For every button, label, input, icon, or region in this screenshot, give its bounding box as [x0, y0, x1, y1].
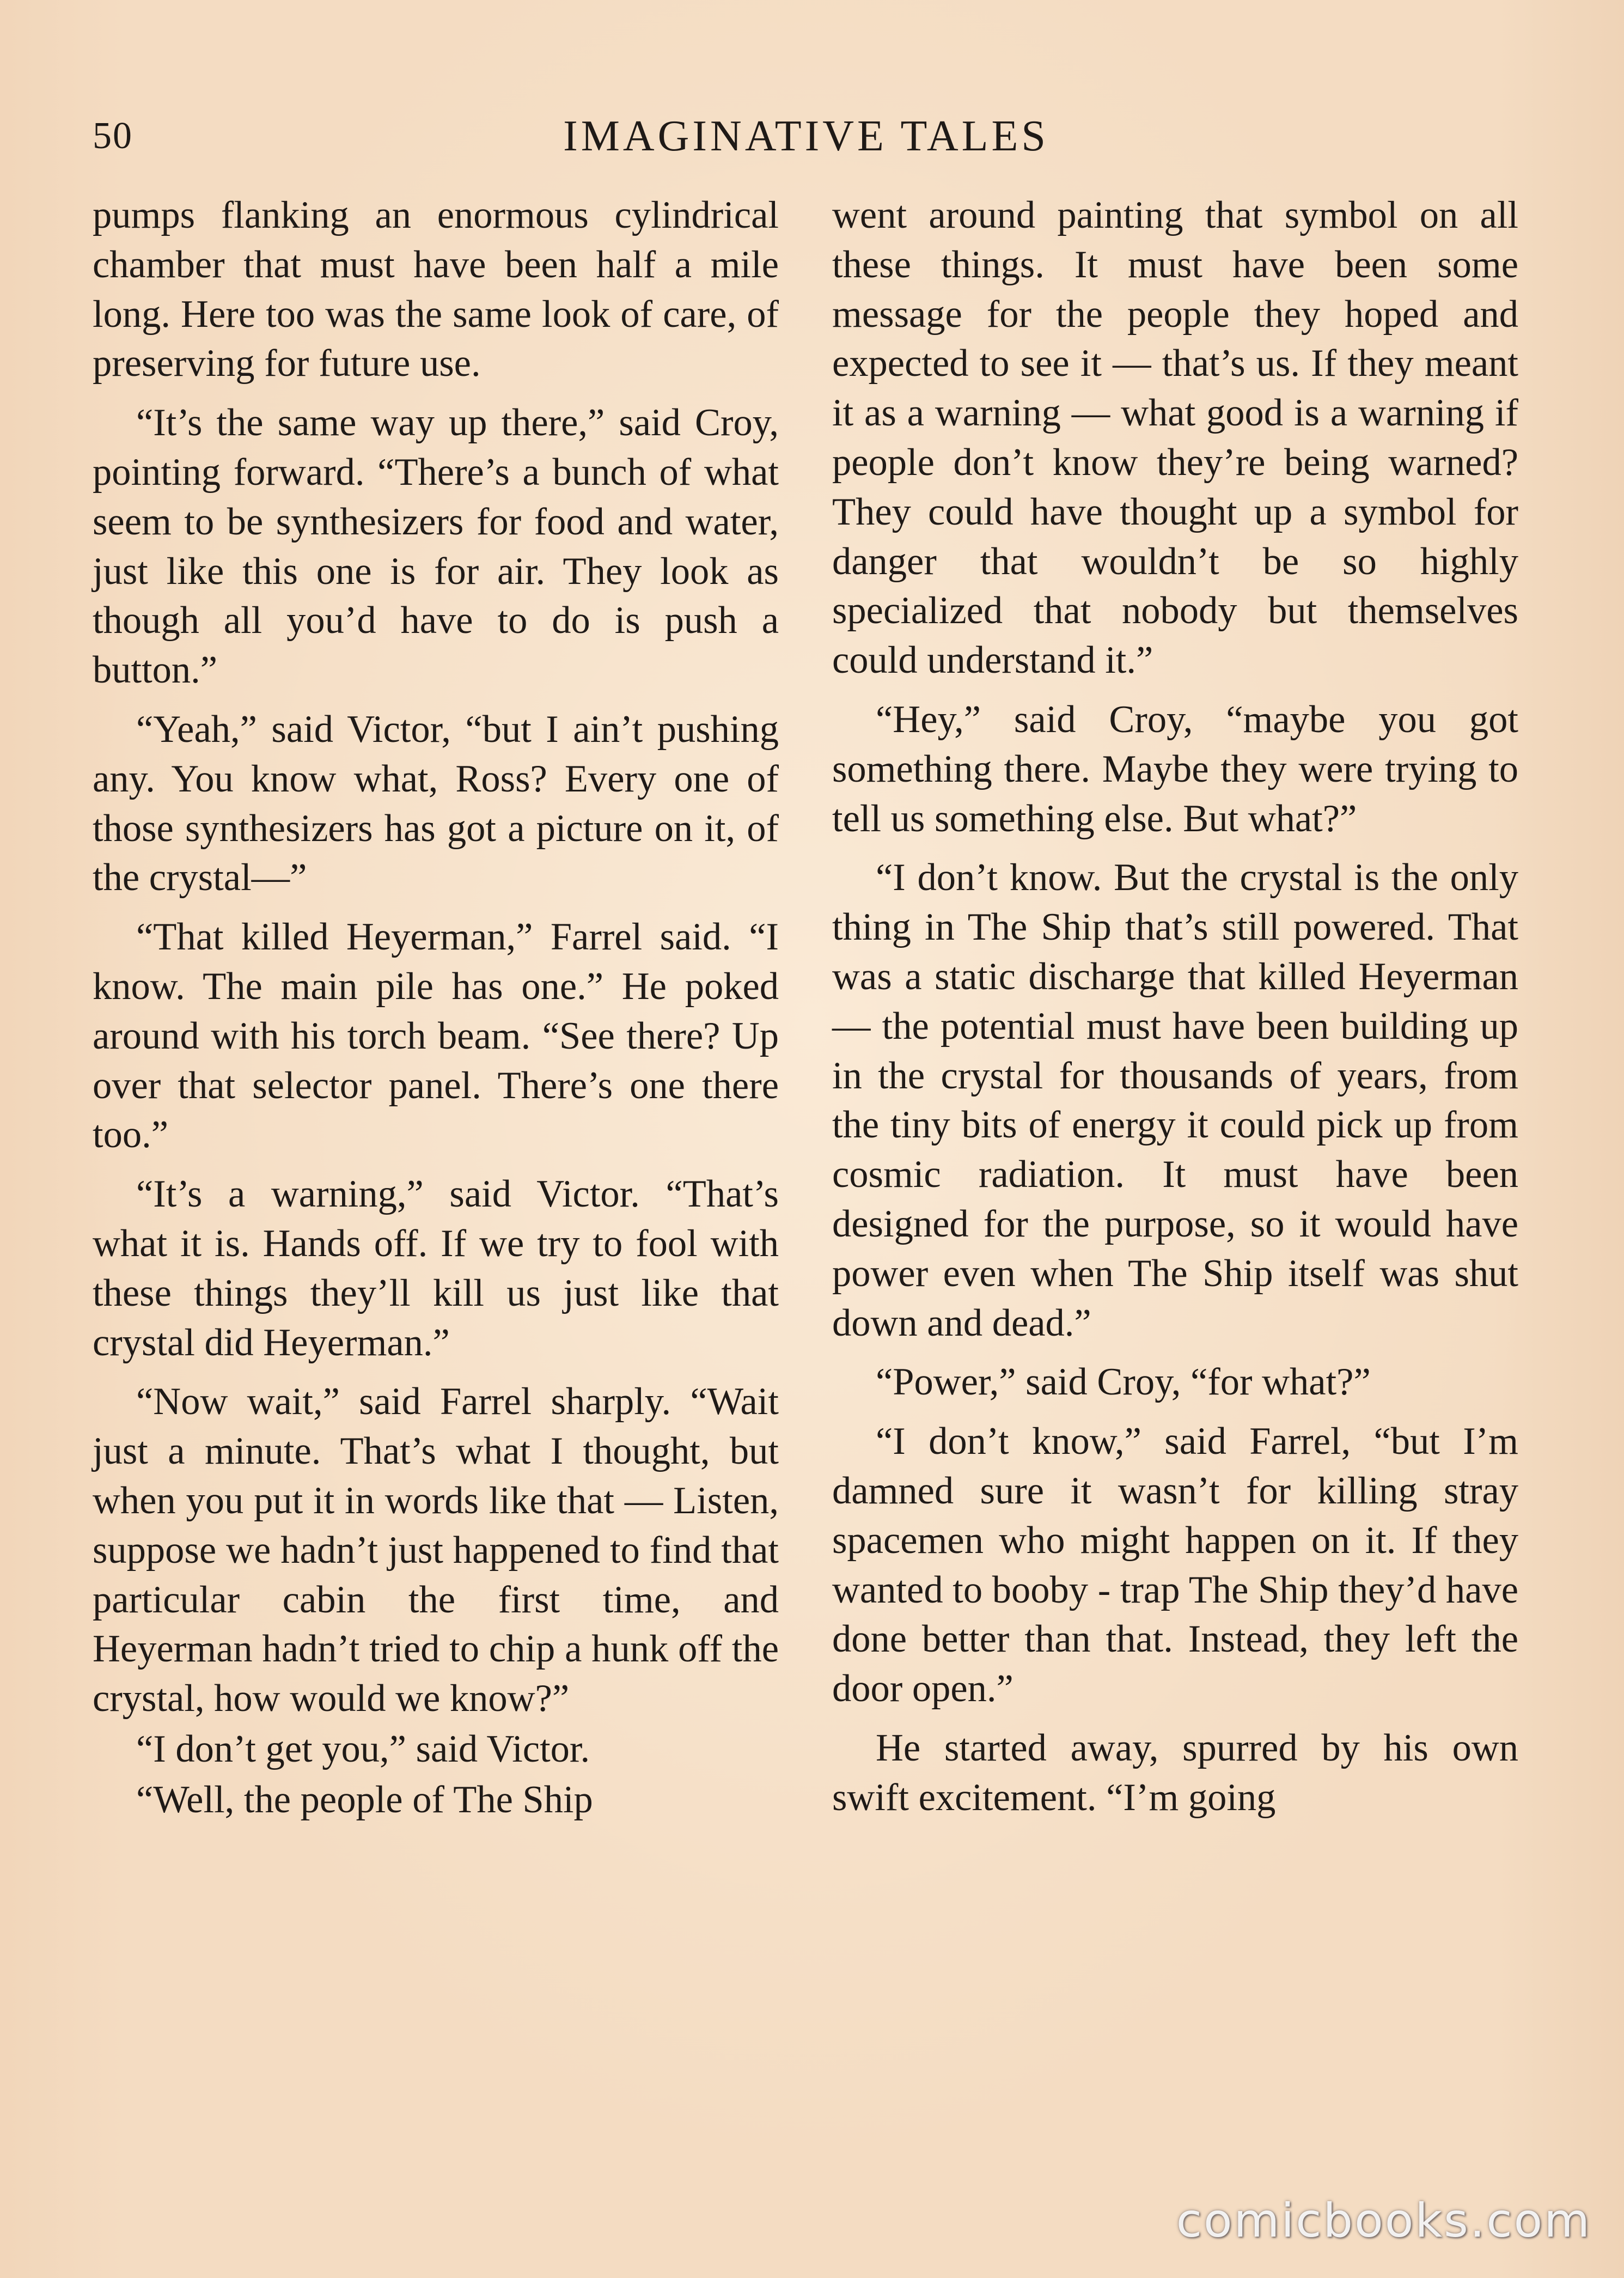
paragraph: pumps flanking an enormous cylindrical chamber that must have been half a mile long. Here too was the same look of care, of preserving for future use. [93, 194, 779, 385]
left-column [93, 191, 779, 1826]
paragraph: “It’s the same way up there,” said Croy, pointing forward. “There’s a bunch of what seem to be synthesizers for food and water, just like this one is for air. They look as though all you’d have to do is push a button.” [93, 401, 779, 692]
paragraph: “Now wait,” said Farrel sharply. “Wait just a minute. That’s what I thought, but when you put it in words like that — Listen, suppose we hadn’t just happened to find that particular cabin the first time, and Heyerman hadn’t tried to chip a hunk off the crystal, how would we know?” [93, 1380, 779, 1720]
paragraph: went around painting that symbol on all these things. It must have been some message for the people they hoped and expected to see it — that’s us. If they meant it as a warning — what good is a warning if people don’t know they’re being warned? They could have thought up a symbol for danger that wouldn’t be so highly specialized that nobody but themselves could understand it.” [832, 194, 1518, 682]
paragraph: “I don’t know,” said Farrel, “but I’m damned sure it wasn’t for killing stray spacemen who might happen on it. If they wanted to booby - trap The Ship they’d have done better than that. Instead, they left the door open.” [832, 1420, 1518, 1710]
paragraph: “Yeah,” said Victor, “but I ain’t pushing any. You know what, Ross? Every one of those synthesizers has got a picture on it, of the crystal—” [93, 708, 779, 899]
paragraph: “It’s a warning,” said Victor. “That’s what it is. Hands off. If we try to fool with these things they’ll kill us just like that crystal did Heyerman.” [93, 1173, 779, 1364]
paragraph: “That killed Heyerman,” Farrel said. “I know. The main pile has one.” He poked around with his torch beam. “See there? Up over that selector panel. There’s one there too.” [93, 916, 779, 1156]
right-column [832, 191, 1518, 1832]
running-head-title: IMAGINATIVE TALES [563, 112, 1049, 160]
watermark: comicbooks.com [1176, 2194, 1591, 2248]
page-number: 50 [93, 115, 133, 157]
paragraph: “Power,” said Croy, “for what?” [876, 1361, 1371, 1404]
paragraph: “Hey,” said Croy, “maybe you got something there. Maybe they were trying to tell us something else. But what?” [832, 698, 1518, 840]
page-header [93, 109, 1519, 169]
paragraph: He started away, spurred by his own swift excitement. “I’m going [832, 1726, 1518, 1819]
paragraph: “I don’t know. But the crystal is the only thing in The Ship that’s still powered. That was a static discharge that killed Heyerman — the potential must have been building up in the crystal for thousands of years, from the tiny bits of energy it could pick up from cosmic radiation. It must have been designed for the purpose, so it would have power even when The Ship itself was shut down and dead.” [832, 856, 1518, 1344]
paragraph: “I don’t get you,” said Victor. [136, 1727, 590, 1770]
paragraph: “Well, the people of The Ship [136, 1778, 593, 1821]
